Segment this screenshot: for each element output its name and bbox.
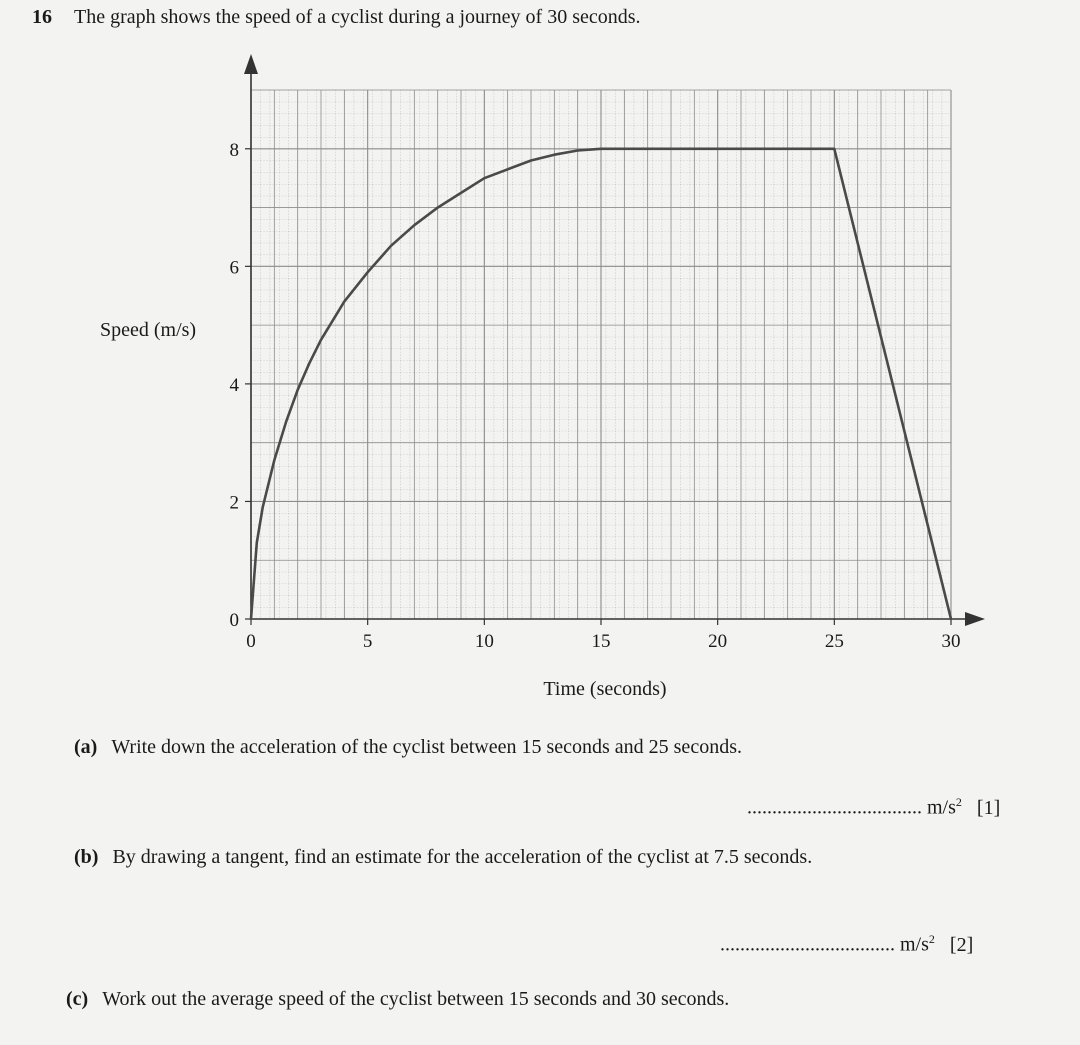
part-a bbox=[74, 736, 742, 759]
answer-dots: ................................... bbox=[747, 796, 922, 819]
x-axis-arrow bbox=[965, 612, 985, 626]
part-a-answer-line[interactable] bbox=[747, 795, 1000, 820]
y-tick-label: 6 bbox=[229, 257, 239, 279]
question-header bbox=[32, 6, 641, 29]
unit-exponent: 2 bbox=[955, 795, 962, 809]
part-c bbox=[66, 988, 729, 1011]
x-axis-label: Time (seconds) bbox=[543, 678, 667, 700]
y-tick-label: 0 bbox=[229, 610, 239, 631]
part-b bbox=[74, 846, 812, 869]
answer-unit: m/s bbox=[900, 933, 929, 956]
question-number: 16 bbox=[32, 6, 52, 28]
y-axis-arrow bbox=[244, 54, 258, 74]
x-tick-label: 10 bbox=[474, 631, 494, 652]
y-tick-label: 2 bbox=[229, 492, 239, 514]
x-tick-label: 20 bbox=[708, 631, 728, 652]
x-tick-label: 0 bbox=[246, 631, 256, 652]
part-b-text: By drawing a tangent, find an estimate for the acceleration of the cyclist at 7.5 seconds. bbox=[112, 846, 813, 868]
part-c-label: (c) bbox=[66, 988, 89, 1010]
part-b-label: (b) bbox=[74, 846, 99, 868]
x-tick-label: 15 bbox=[591, 631, 611, 652]
marks: [2] bbox=[949, 933, 974, 956]
part-b-answer-line[interactable] bbox=[720, 932, 973, 957]
marks: [1] bbox=[976, 796, 1001, 819]
y-tick-label: 4 bbox=[229, 374, 239, 396]
part-a-text: Write down the acceleration of the cyclist between 15 seconds and 25 seconds. bbox=[111, 736, 742, 758]
y-axis-label: Speed (m/s) bbox=[100, 319, 197, 341]
answer-dots: ................................... bbox=[720, 933, 895, 956]
answer-unit: m/s bbox=[927, 796, 956, 819]
question-text: The graph shows the speed of a cyclist during a journey of 30 seconds. bbox=[74, 6, 641, 28]
speed-time-graph bbox=[0, 40, 1080, 710]
x-tick-label: 25 bbox=[824, 631, 844, 652]
unit-exponent: 2 bbox=[928, 932, 935, 946]
y-tick-label: 8 bbox=[229, 139, 239, 161]
x-tick-label: 5 bbox=[362, 631, 373, 652]
x-tick-label: 30 bbox=[941, 631, 961, 652]
part-a-label: (a) bbox=[74, 736, 98, 758]
part-c-text: Work out the average speed of the cyclist between 15 seconds and 30 seconds. bbox=[102, 988, 730, 1010]
